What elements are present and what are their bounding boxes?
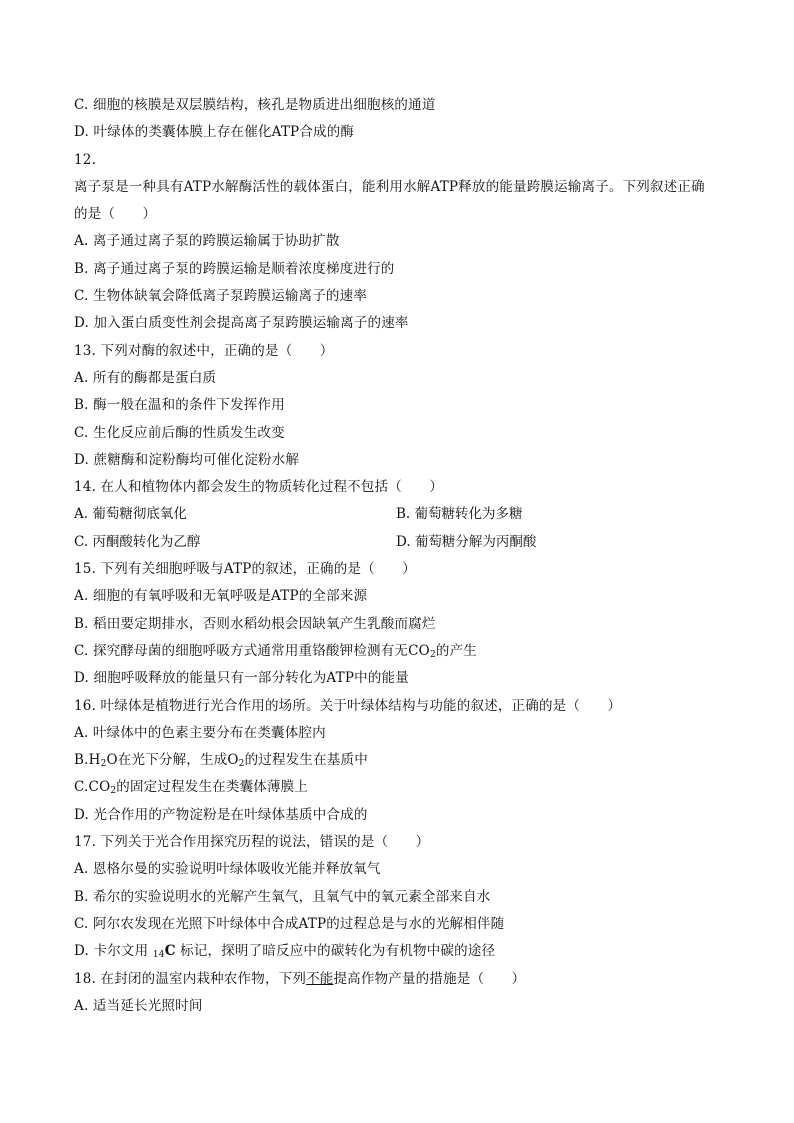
document-page <box>74 92 724 1020</box>
q14-option-d: D. 葡萄糖分解为丙酮酸 <box>396 533 537 550</box>
q17-option-c: C. 阿尔农发现在光照下叶绿体中合成ATP的过程总是与水的光解相伴随 <box>74 915 505 932</box>
q15-stem: 15. 下列有关细胞呼吸与ATP的叙述，正确的是（ ） <box>74 561 416 578</box>
q18-option-a: A. 适当延长光照时间 <box>74 997 203 1014</box>
q17-option-a: A. 恩格尔曼的实验说明叶绿体吸收光能并释放氧气 <box>74 861 381 878</box>
q18-stem: 18. 在封闭的温室内栽种农作物，下列不能提高作物产量的措施是（ ） <box>74 970 526 987</box>
q16-option-c: $C.CO_2$的固定过程发生在类囊体薄膜上 <box>74 779 309 797</box>
q13-option-c: C. 生化反应前后酶的性质发生改变 <box>74 424 285 441</box>
q16-option-d: D. 光合作用的产物淀粉是在叶绿体基质中合成的 <box>74 806 368 823</box>
q11-option-d: D. 叶绿体的类囊体膜上存在催化ATP合成的酶 <box>74 124 355 141</box>
q11-option-c: C. 细胞的核膜是双层膜结构，核孔是物质进出细胞核的通道 <box>74 97 436 113</box>
q14-option-b: B. 葡萄糖转化为多糖 <box>396 506 523 523</box>
q17-option-b: B. 希尔的实验说明水的光解产生氧气，且氧气中的氧元素全部来自水 <box>74 888 491 905</box>
q15-option-a: A. 细胞的有氧呼吸和无氧呼吸是ATP的全部来源 <box>74 588 368 605</box>
q16-option-b: $B.H_2O$在光下分解，生成$O_2$的过程发生在基质中 <box>74 752 368 770</box>
q14-stem: 14. 在人和植物体内都会发生的物质转化过程不包括（ ） <box>74 479 444 496</box>
q12-stem: 离子泵是一种具有ATP水解酶活性的载体蛋白，能利用水解ATP释放的能量跨膜运输离子。下列叙述正确 <box>74 178 705 195</box>
q13-option-b: B. 酶一般在温和的条件下发挥作用 <box>74 397 285 414</box>
q13-option-d: D. 蔗糖酶和淀粉酶均可催化淀粉水解 <box>74 451 300 468</box>
q12-option-d: D. 加入蛋白质变性剂会提高离子泵跨膜运输离子的速率 <box>74 315 409 332</box>
q12-option-b: B. 离子通过离子泵的跨膜运输是顺着浓度梯度进行的 <box>74 260 395 277</box>
q14-options-row-1 <box>74 501 724 528</box>
q14-options-row-2 <box>74 529 724 556</box>
q17-stem: 17. 下列关于光合作用探究历程的说法，错误的是（ ） <box>74 834 430 851</box>
q16-stem: 16. 叶绿体是植物进行光合作用的场所。关于叶绿体结构与功能的叙述，正确的是（ ） <box>74 697 622 714</box>
q15-option-c: C. 探究酵母菌的细胞呼吸方式通常用重铬酸钾检测有无$CO_2$的产生 <box>74 642 477 660</box>
q12-option-a: A. 离子通过离子泵的跨膜运输属于协助扩散 <box>74 233 340 250</box>
q17-option-d: D. 卡尔文用 $_{14}$C 标记，探明了暗反应中的碳转化为有机物中碳的途径 <box>74 943 496 961</box>
q15-option-d: D. 细胞呼吸释放的能量只有一部分转化为ATP中的能量 <box>74 670 409 687</box>
q13-option-a: A. 所有的酶都是蛋白质 <box>74 369 217 386</box>
q13-stem: 13. 下列对酶的叙述中，正确的是（ ） <box>74 342 334 359</box>
q12-option-c: C. 生物体缺氧会降低离子泵跨膜运输离子的速率 <box>74 288 368 305</box>
q12-number: 12. <box>74 151 97 168</box>
q14-option-a: A. 葡萄糖彻底氧化 <box>74 506 187 523</box>
q12-stem-cont: 的是（ ） <box>74 206 157 223</box>
q15-option-b: B. 稻田要定期排水，否则水稻幼根会因缺氧产生乳酸而腐烂 <box>74 615 436 632</box>
q14-option-c: C. 丙酮酸转化为乙醇 <box>74 533 201 550</box>
q16-option-a: A. 叶绿体中的色素主要分布在类囊体腔内 <box>74 724 326 741</box>
